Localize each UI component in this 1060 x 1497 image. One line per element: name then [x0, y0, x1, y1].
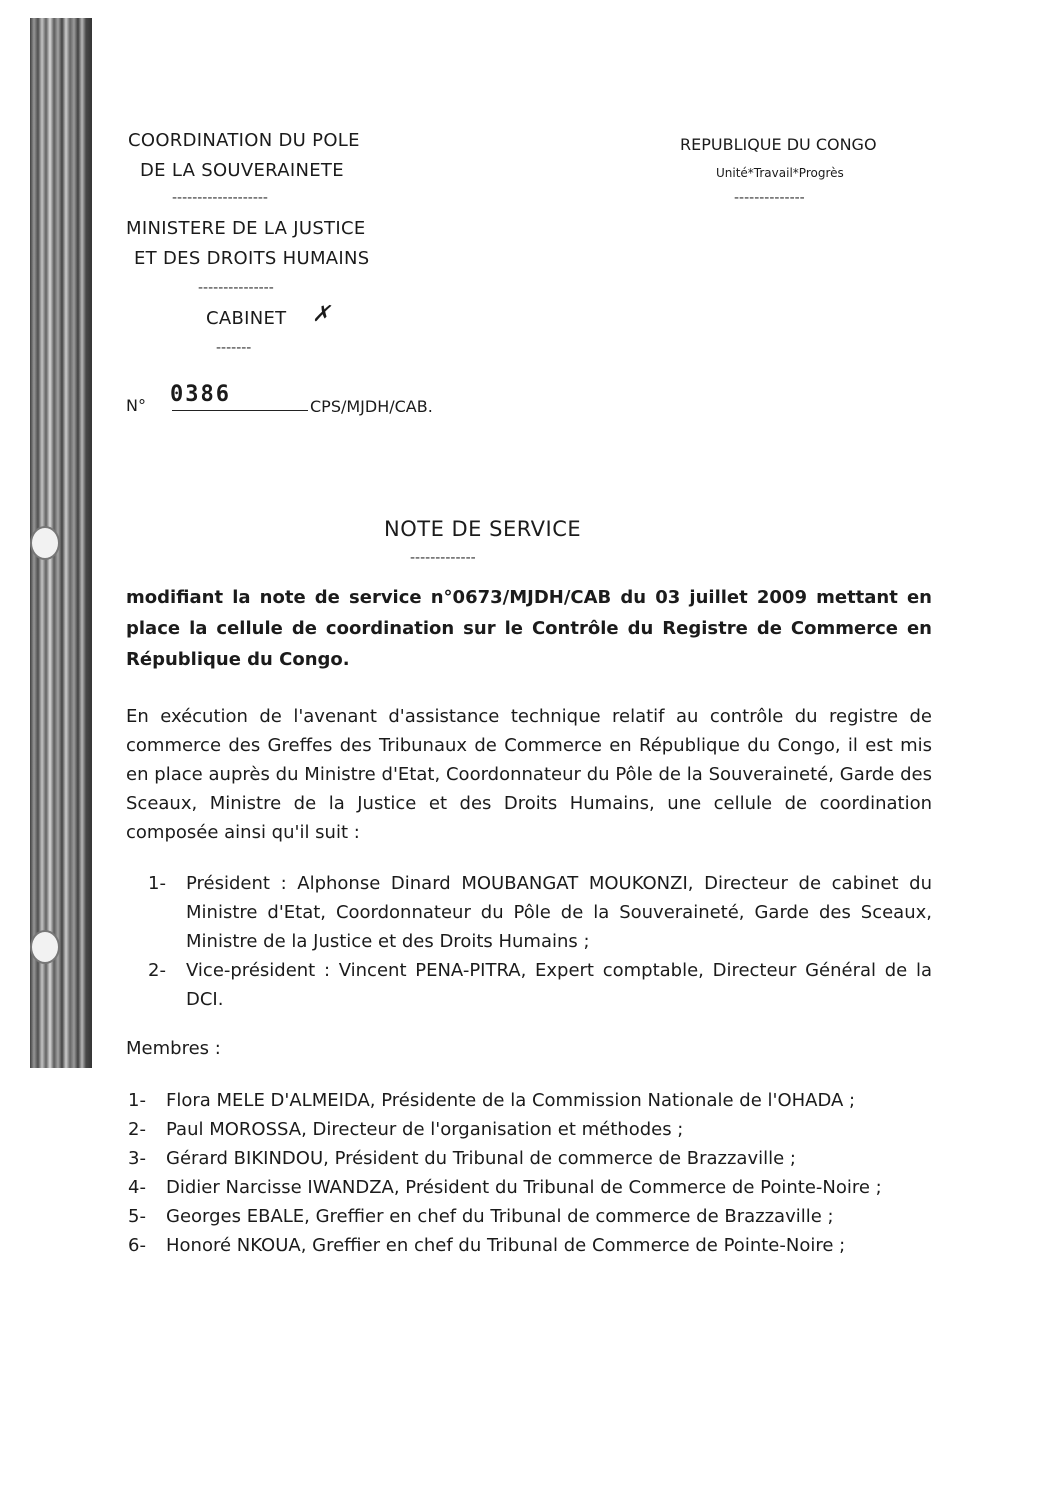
document-title: NOTE DE SERVICE — [384, 517, 582, 541]
header-separator-2: --------------- — [198, 280, 274, 296]
header-droits-humains: ET DES DROITS HUMAINS — [134, 248, 370, 269]
header-motto: Unité*Travail*Progrès — [716, 166, 844, 180]
list-item — [128, 1144, 932, 1173]
member-text: Honoré NKOUA, Greffier en chef du Tribunal de Commerce de Pointe-Noire ; — [166, 1235, 846, 1256]
members-list — [128, 1086, 932, 1260]
member-number: 1- — [128, 1090, 146, 1111]
member-text: Georges EBALE, Greffier en chef du Tribunal de commerce de Brazzaville ; — [166, 1206, 834, 1227]
handwritten-initial-mark: ✗ — [312, 302, 331, 327]
list-item — [128, 1202, 932, 1231]
list-item — [128, 1231, 932, 1260]
reference-number: 0386 — [170, 382, 231, 407]
list-item — [148, 956, 932, 1014]
header-cabinet: CABINET — [206, 308, 287, 329]
header-separator-3: ------- — [216, 340, 252, 356]
header-souverainete: DE LA SOUVERAINETE — [140, 160, 344, 181]
officer-text: Président : Alphonse Dinard MOUBANGAT MOUKONZI, Directeur de cabinet du Ministre d'Etat, Coordonnateur du Pôle de la Souveraineté, Garde des Sceaux, Ministre de la Justice et des Droits Humains ; — [186, 873, 932, 952]
member-number: 3- — [128, 1148, 146, 1169]
officer-number: 1- — [148, 873, 166, 894]
officer-number: 2- — [148, 960, 166, 981]
list-item — [128, 1115, 932, 1144]
document-subject: modifiant la note de service n°0673/MJDH/CAB du 03 juillet 2009 mettant en place la cellule de coordination sur le Contrôle du Registre de Commerce en République du Congo. — [126, 587, 932, 670]
members-label: Membres : — [126, 1038, 221, 1059]
reference-prefix: N° — [126, 396, 146, 415]
member-text: Gérard BIKINDOU, Président du Tribunal de commerce de Brazzaville ; — [166, 1148, 796, 1169]
header-republique: REPUBLIQUE DU CONGO — [680, 135, 877, 154]
member-text: Didier Narcisse IWANDZA, Président du Tribunal de Commerce de Pointe-Noire ; — [166, 1177, 882, 1198]
officers-list — [148, 869, 932, 1014]
member-number: 6- — [128, 1235, 146, 1256]
punch-hole-top — [30, 526, 60, 560]
list-item — [148, 869, 932, 956]
member-text: Paul MOROSSA, Directeur de l'organisation et méthodes ; — [166, 1119, 684, 1140]
header-ministere: MINISTERE DE LA JUSTICE — [126, 218, 366, 239]
header-right-separator: -------------- — [734, 190, 805, 206]
header-separator-1: ------------------- — [172, 190, 268, 206]
member-number: 5- — [128, 1206, 146, 1227]
document-title-rule: ------------- — [410, 550, 476, 566]
member-number: 4- — [128, 1177, 146, 1198]
list-item — [128, 1173, 932, 1202]
member-text: Flora MELE D'ALMEIDA, Présidente de la Commission Nationale de l'OHADA ; — [166, 1090, 856, 1111]
reference-suffix: CPS/MJDH/CAB. — [310, 397, 433, 416]
officer-text: Vice-président : Vincent PENA-PITRA, Expert comptable, Directeur Général de la DCI. — [186, 960, 932, 1010]
list-item — [128, 1086, 932, 1115]
punch-hole-bottom — [30, 930, 60, 964]
header-coordination: COORDINATION DU POLE — [128, 130, 360, 151]
member-number: 2- — [128, 1119, 146, 1140]
reference-underline — [172, 410, 308, 411]
document-paragraph: En exécution de l'avenant d'assistance technique relatif au contrôle du registre de commerce des Greffes des Tribunaux de Commerce en République du Congo, il est mis en place auprès du Ministre d'Etat, Coordonnateur du Pôle de la Souveraineté, Garde des Sceaux, Ministre de la Justice et des Droits Humains, une cellule de coordination composée ainsi qu'il suit : — [126, 706, 932, 843]
